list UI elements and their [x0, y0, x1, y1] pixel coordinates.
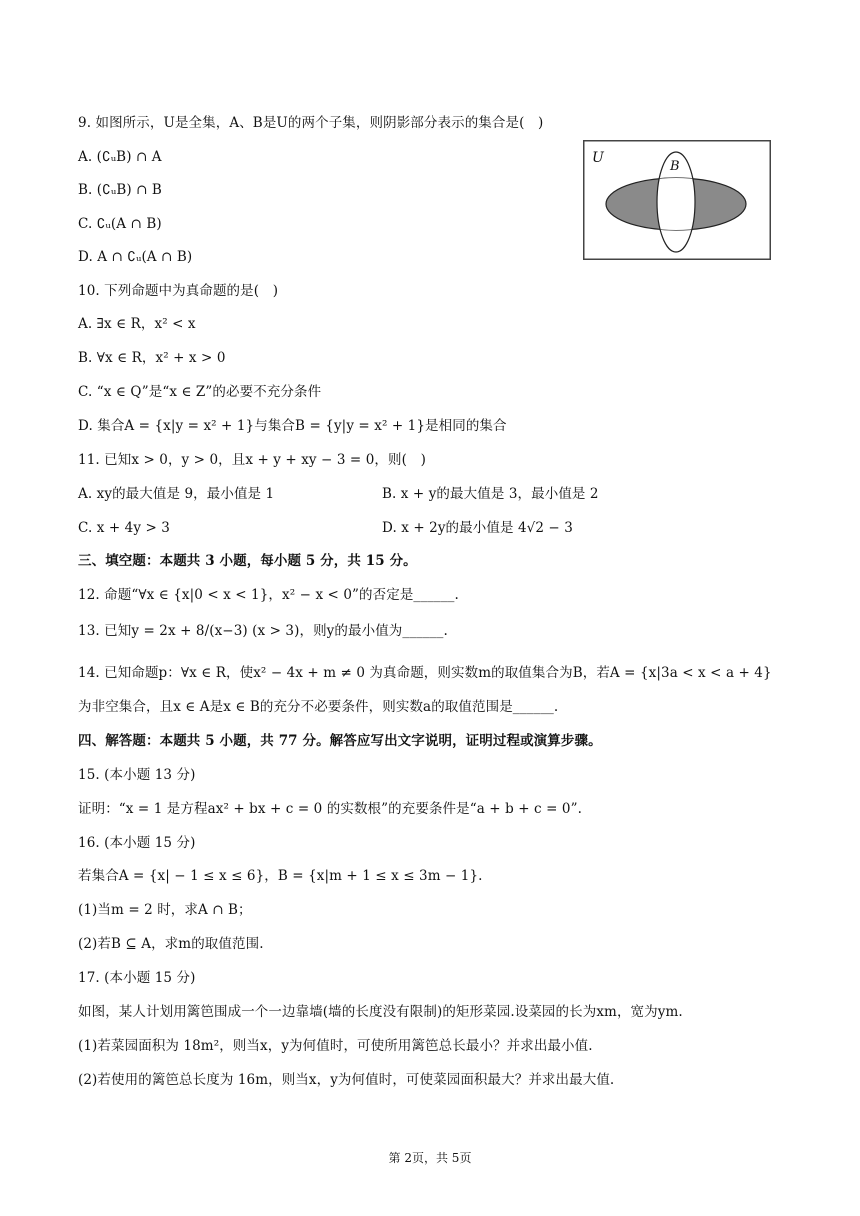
q16-line-1: 若集合A = {x| − 1 ≤ x ≤ 6}，B = {x|m + 1 ≤ x ≤ 3m − 1}. — [78, 868, 483, 884]
page-footer: 第 2页，共 5页 — [388, 1151, 472, 1165]
q14-line-1: 14. 已知命题p：∀x ∈ R，使x² − 4x + m ≠ 0 为真命题，则实数m的取值集合为B，若A = {x|3a < x < a + 4} — [78, 665, 772, 681]
q9-stem: 9. 如图所示，U是全集，A、B是U的两个子集，则阴影部分表示的集合是( ) — [78, 115, 544, 131]
q16-line-3: (2)若B ⊆ A，求m的取值范围. — [78, 936, 264, 952]
q11-option-c: C. x + 4y > 3 — [78, 520, 170, 536]
venn-diagram — [583, 140, 771, 260]
universe-label: U — [592, 150, 604, 166]
q11-option-a: A. xy的最大值是 9，最小值是 1 — [78, 486, 275, 502]
q11-option-b: B. x + y的最大值是 3，最小值是 2 — [382, 486, 599, 502]
q17-line-1: 如图，某人计划用篱笆围成一个一边靠墙(墙的长度没有限制)的矩形菜园.设菜园的长为xm，宽为ym. — [78, 1004, 683, 1020]
q9-option-c: C. ∁ᵤ(A ∩ B) — [78, 216, 162, 232]
section-fill-in-heading: 三、填空题：本题共 3 小题，每小题 5 分，共 15 分。 — [78, 553, 417, 569]
q9-option-a: A. (∁ᵤB) ∩ A — [78, 149, 162, 165]
q11-option-d: D. x + 2y的最小值是 4√2 − 3 — [382, 520, 573, 536]
q15-body: 证明：“x = 1 是方程ax² + bx + c = 0 的实数根”的充要条件是“a + b + c = 0”. — [78, 801, 582, 817]
q17-header: 17. (本小题 15 分) — [78, 970, 196, 986]
q10-option-d: D. 集合A = {x|y = x² + 1}与集合B = {y|y = x² + 1}是相同的集合 — [78, 418, 507, 434]
q16-header: 16. (本小题 15 分) — [78, 835, 196, 851]
q10-option-a: A. ∃x ∈ R，x² < x — [78, 316, 196, 332]
q17-line-2: (1)若菜园面积为 18m²，则当x，y为何值时，可使所用篱笆总长最小？并求出最小值. — [78, 1038, 593, 1054]
q9-option-b: B. (∁ᵤB) ∩ B — [78, 182, 162, 198]
q11-stem: 11. 已知x > 0，y > 0，且x + y + xy − 3 = 0，则( ) — [78, 452, 426, 468]
set-b-label: B — [670, 159, 680, 174]
q13-text: 13. 已知y = 2x + 8/(x−3) (x > 3)，则y的最小值为______. — [78, 623, 448, 639]
section-answer-heading: 四、解答题：本题共 5 小题，共 77 分。解答应写出文字说明，证明过程或演算步骤。 — [78, 733, 602, 749]
q12-text: 12. 命题“∀x ∈ {x|0 < x < 1}，x² − x < 0”的否定是______. — [78, 587, 459, 603]
q15-header: 15. (本小题 13 分) — [78, 767, 196, 783]
q10-option-b: B. ∀x ∈ R，x² + x > 0 — [78, 350, 226, 366]
q10-option-c: C. “x ∈ Q”是“x ∈ Z”的必要不充分条件 — [78, 384, 322, 400]
q17-line-3: (2)若使用的篱笆总长度为 16m，则当x，y为何值时，可使菜园面积最大？并求出最大值. — [78, 1072, 615, 1088]
q16-line-2: (1)当m = 2 时，求A ∩ B； — [78, 902, 252, 918]
q9-option-d: D. A ∩ ∁ᵤ(A ∩ B) — [78, 249, 193, 265]
q10-stem: 10. 下列命题中为真命题的是( ) — [78, 283, 279, 299]
q14-line-2: 为非空集合，且x ∈ A是x ∈ B的充分不必要条件，则实数a的取值范围是______. — [78, 699, 559, 715]
